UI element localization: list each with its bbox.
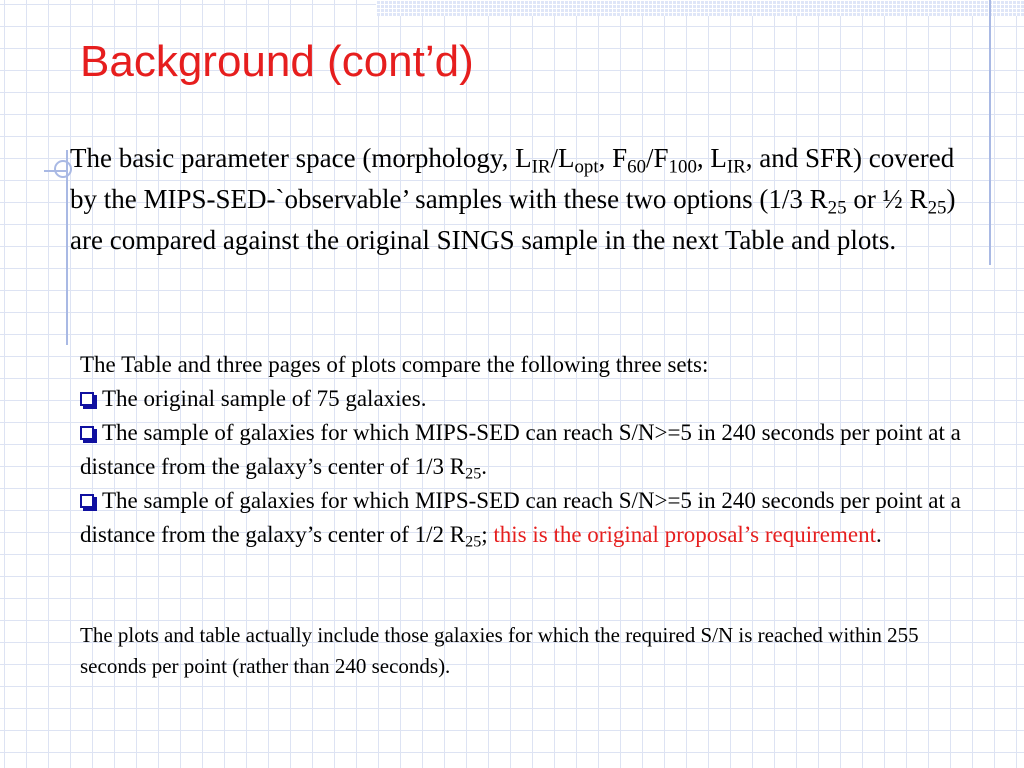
- intro-text-4: /F: [646, 143, 669, 173]
- intro-sub-25-b: 25: [927, 197, 947, 219]
- intro-sub-ir-2: IR: [726, 156, 746, 178]
- checkbox-bullet-icon: [80, 392, 94, 406]
- set-item-text: The original sample of 75 galaxies.: [102, 386, 427, 411]
- intro-sub-100: 100: [668, 156, 697, 178]
- sets-lead: The Table and three pages of plots compare the following three sets:: [80, 352, 709, 377]
- intro-text-1: The basic parameter space (morphology, L: [70, 143, 532, 173]
- intro-sub-60: 60: [627, 156, 647, 178]
- intro-text-7: or ½ R: [846, 184, 928, 214]
- intro-paragraph: [70, 138, 970, 261]
- set-item-2: [80, 416, 970, 484]
- set-item-text: The sample of galaxies for which MIPS-SED can reach S/N>=5 in 240 seconds per point at a distance from the galaxy’s center of 1/2 R: [80, 488, 961, 547]
- checkbox-bullet-icon: [80, 494, 94, 508]
- footnote-paragraph: The plots and table actually include those galaxies for which the required S/N is reached within 255 seconds per point (rather than 240 seconds).: [80, 623, 919, 678]
- requirement-highlight: this is the original proposal’s requirement: [493, 522, 876, 547]
- set-item-1: [80, 382, 970, 416]
- decorative-vertical-line-right: [989, 0, 991, 265]
- slide-title: Background (cont’d): [80, 37, 474, 86]
- checkbox-bullet-icon: [80, 426, 94, 440]
- intro-text-2: /L: [550, 143, 575, 173]
- intro-text-3: , F: [598, 143, 628, 173]
- intro-sub-25-a: 25: [827, 197, 847, 219]
- set-item-3: [80, 484, 970, 552]
- set-item-after: ;: [481, 522, 494, 547]
- set-item-sub: 25: [465, 465, 482, 483]
- intro-text-6: , and SFR) covered by the MIPS-SED-`observable’ samples with these two options (1/3 R: [70, 143, 955, 214]
- intro-sub-opt: opt: [574, 156, 599, 178]
- set-item-sub: 25: [465, 533, 482, 551]
- decorative-top-band: [376, 0, 1024, 16]
- decorative-vertical-line-left: [66, 150, 68, 345]
- intro-text-8: ) are compared against the original SINGS sample in the next Table and plots.: [70, 184, 956, 255]
- set-item-end: .: [876, 522, 882, 547]
- set-item-text: The sample of galaxies for which MIPS-SED can reach S/N>=5 in 240 seconds per point at a distance from the galaxy’s center of 1/3 R: [80, 420, 961, 479]
- intro-text-5: , L: [696, 143, 727, 173]
- intro-sub-ir: IR: [531, 156, 551, 178]
- sets-block: [80, 348, 970, 552]
- set-item-after: .: [481, 454, 487, 479]
